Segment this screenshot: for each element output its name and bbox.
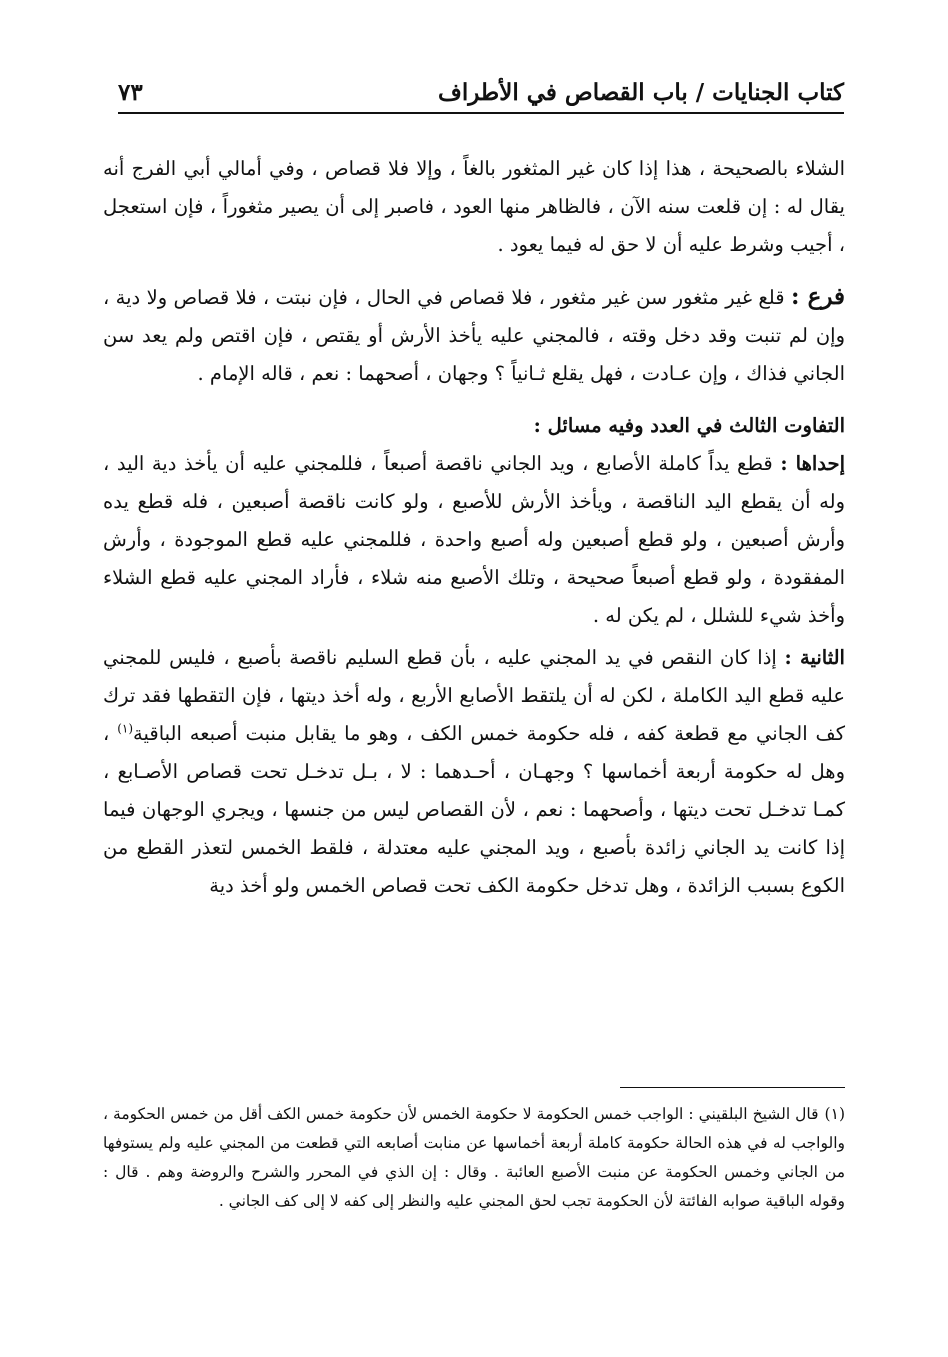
paragraph-1: الشلاء بالصحيحة ، هذا إذا كان غير المثغور بالغاً ، وإلا فلا قصاص ، وفي أمالي أبي الفرج أنه يقال له : إن قلعت سنه الآن ، فالظاهر منها العود ، فاصبر إلى أن يصير مثغوراً ، فإن استعجل ، أجيب وشرط عليه أن لا حق له فيما يعود .: [103, 157, 845, 256]
main-text: [103, 150, 845, 919]
far-label: فرع :: [790, 283, 846, 310]
second-issue-text-2: ، وهل له حكومة أربعة أخماسها ؟ وجهـان ، أحـدهما : لا ، بـل تدخـل تحت قصاص الأصـابع ، كمـا تدخـل تحت ديتها ، وأصحهما : نعم ، لأن القصاص ليس من جنسها ، ويجري الوجهان فيما إذا كانت يد الجاني زائدة بأصبع ، ويد المجني عليه معتدلة ، فلقط الخمس لتعذر القطع من الكوع بسبب الزائدة ، وهل تدخل حكومة الكف تحت قصاص الخمس ولو أخذ دية: [103, 722, 845, 897]
footnote: [103, 1100, 845, 1216]
running-header: [118, 78, 844, 114]
section-heading: التفاوت الثالث في العدد وفيه مسائل :: [533, 414, 845, 437]
far-text: قلع غير مثغور سن غير مثغور ، فلا قصاص في الحال ، فإن نبتت ، فلا قصاص ولا دية ، وإن لم تنبت وقد دخل وقته ، فالمجني عليه يأخذ الأرش أو يقتص ، فإن اقتص ولم يعد سن الجاني فذاك ، وإن عـادت ، فهل يقلع ثـانياً ؟ وجهان ، أصحهما : نعم ، قاله الإمام .: [103, 286, 845, 385]
first-issue-text: قطع يداً كاملة الأصابع ، ويد الجاني ناقصة أصبعاً ، فللمجني عليه أن يأخذ دية اليد ، وله أن يقطع اليد الناقصة ، ويأخذ الأرش للأصبع ، ولو كانت ناقصة أصبعين ، فله قطع يده وأرش أصبعين ، ولو قطع أصبعين وله أصبع واحدة ، فللمجني عليه قطع الموجودة ، وأرش المفقودة ، ولو قطع أصبعاً صحيحة ، وتلك الأصبع منه شلاء ، فأراد المجني عليه قطع الشلاء وأخذ شيء للشلل ، لم يكن له .: [103, 452, 845, 627]
first-issue-label: إحداها :: [780, 452, 845, 475]
paragraph-second-issue: [103, 639, 845, 905]
header-title: كتاب الجنايات / باب القصاص في الأطراف: [437, 79, 844, 106]
second-issue-label: الثانية :: [784, 646, 845, 669]
footnote-divider: [620, 1087, 845, 1088]
paragraph-far: [103, 278, 845, 393]
footnote-marker: (١): [824, 1105, 845, 1123]
footnote-text: قال الشيخ البلقيني : الواجب خمس الحكومة لا حكومة الخمس لأن حكومة خمس الكف أقل من خمس الحكومة ، والواجب له في هذه الحالة حكومة كاملة أربعة أخماسها عن منابت أصابعه التي قطعت من المجني عليه ولم يستوفها من الجاني وخمس الحكومة عن منبت الأصبع العائبة . وقال : إن الذي في المحرر والشرح والروضة وهم . قال : وقوله الباقية صوابه الفائتة لأن الحكومة تجب لحق المجني عليه والنظر إلى كفه لا إلى كف الجاني .: [103, 1105, 845, 1210]
second-issue-text-1: إذا كان النقص في يد المجني عليه ، بأن قطع السليم ناقصة بأصبع ، فليس للمجني عليه قطع اليد الكاملة ، لكن له أن يلتقط الأصابع الأربع ، وله أخذ ديتها ، فإن التقطها فقد ترك كف الجاني مع قطعة كفه ، فله حكومة خمس الكف ، وهو ما يقابل منبت أصبعه الباقية: [103, 646, 845, 745]
footnote-reference[interactable]: (١): [117, 721, 134, 736]
page-number: ٧٣: [118, 79, 143, 106]
paragraph-first-issue: [103, 445, 845, 635]
